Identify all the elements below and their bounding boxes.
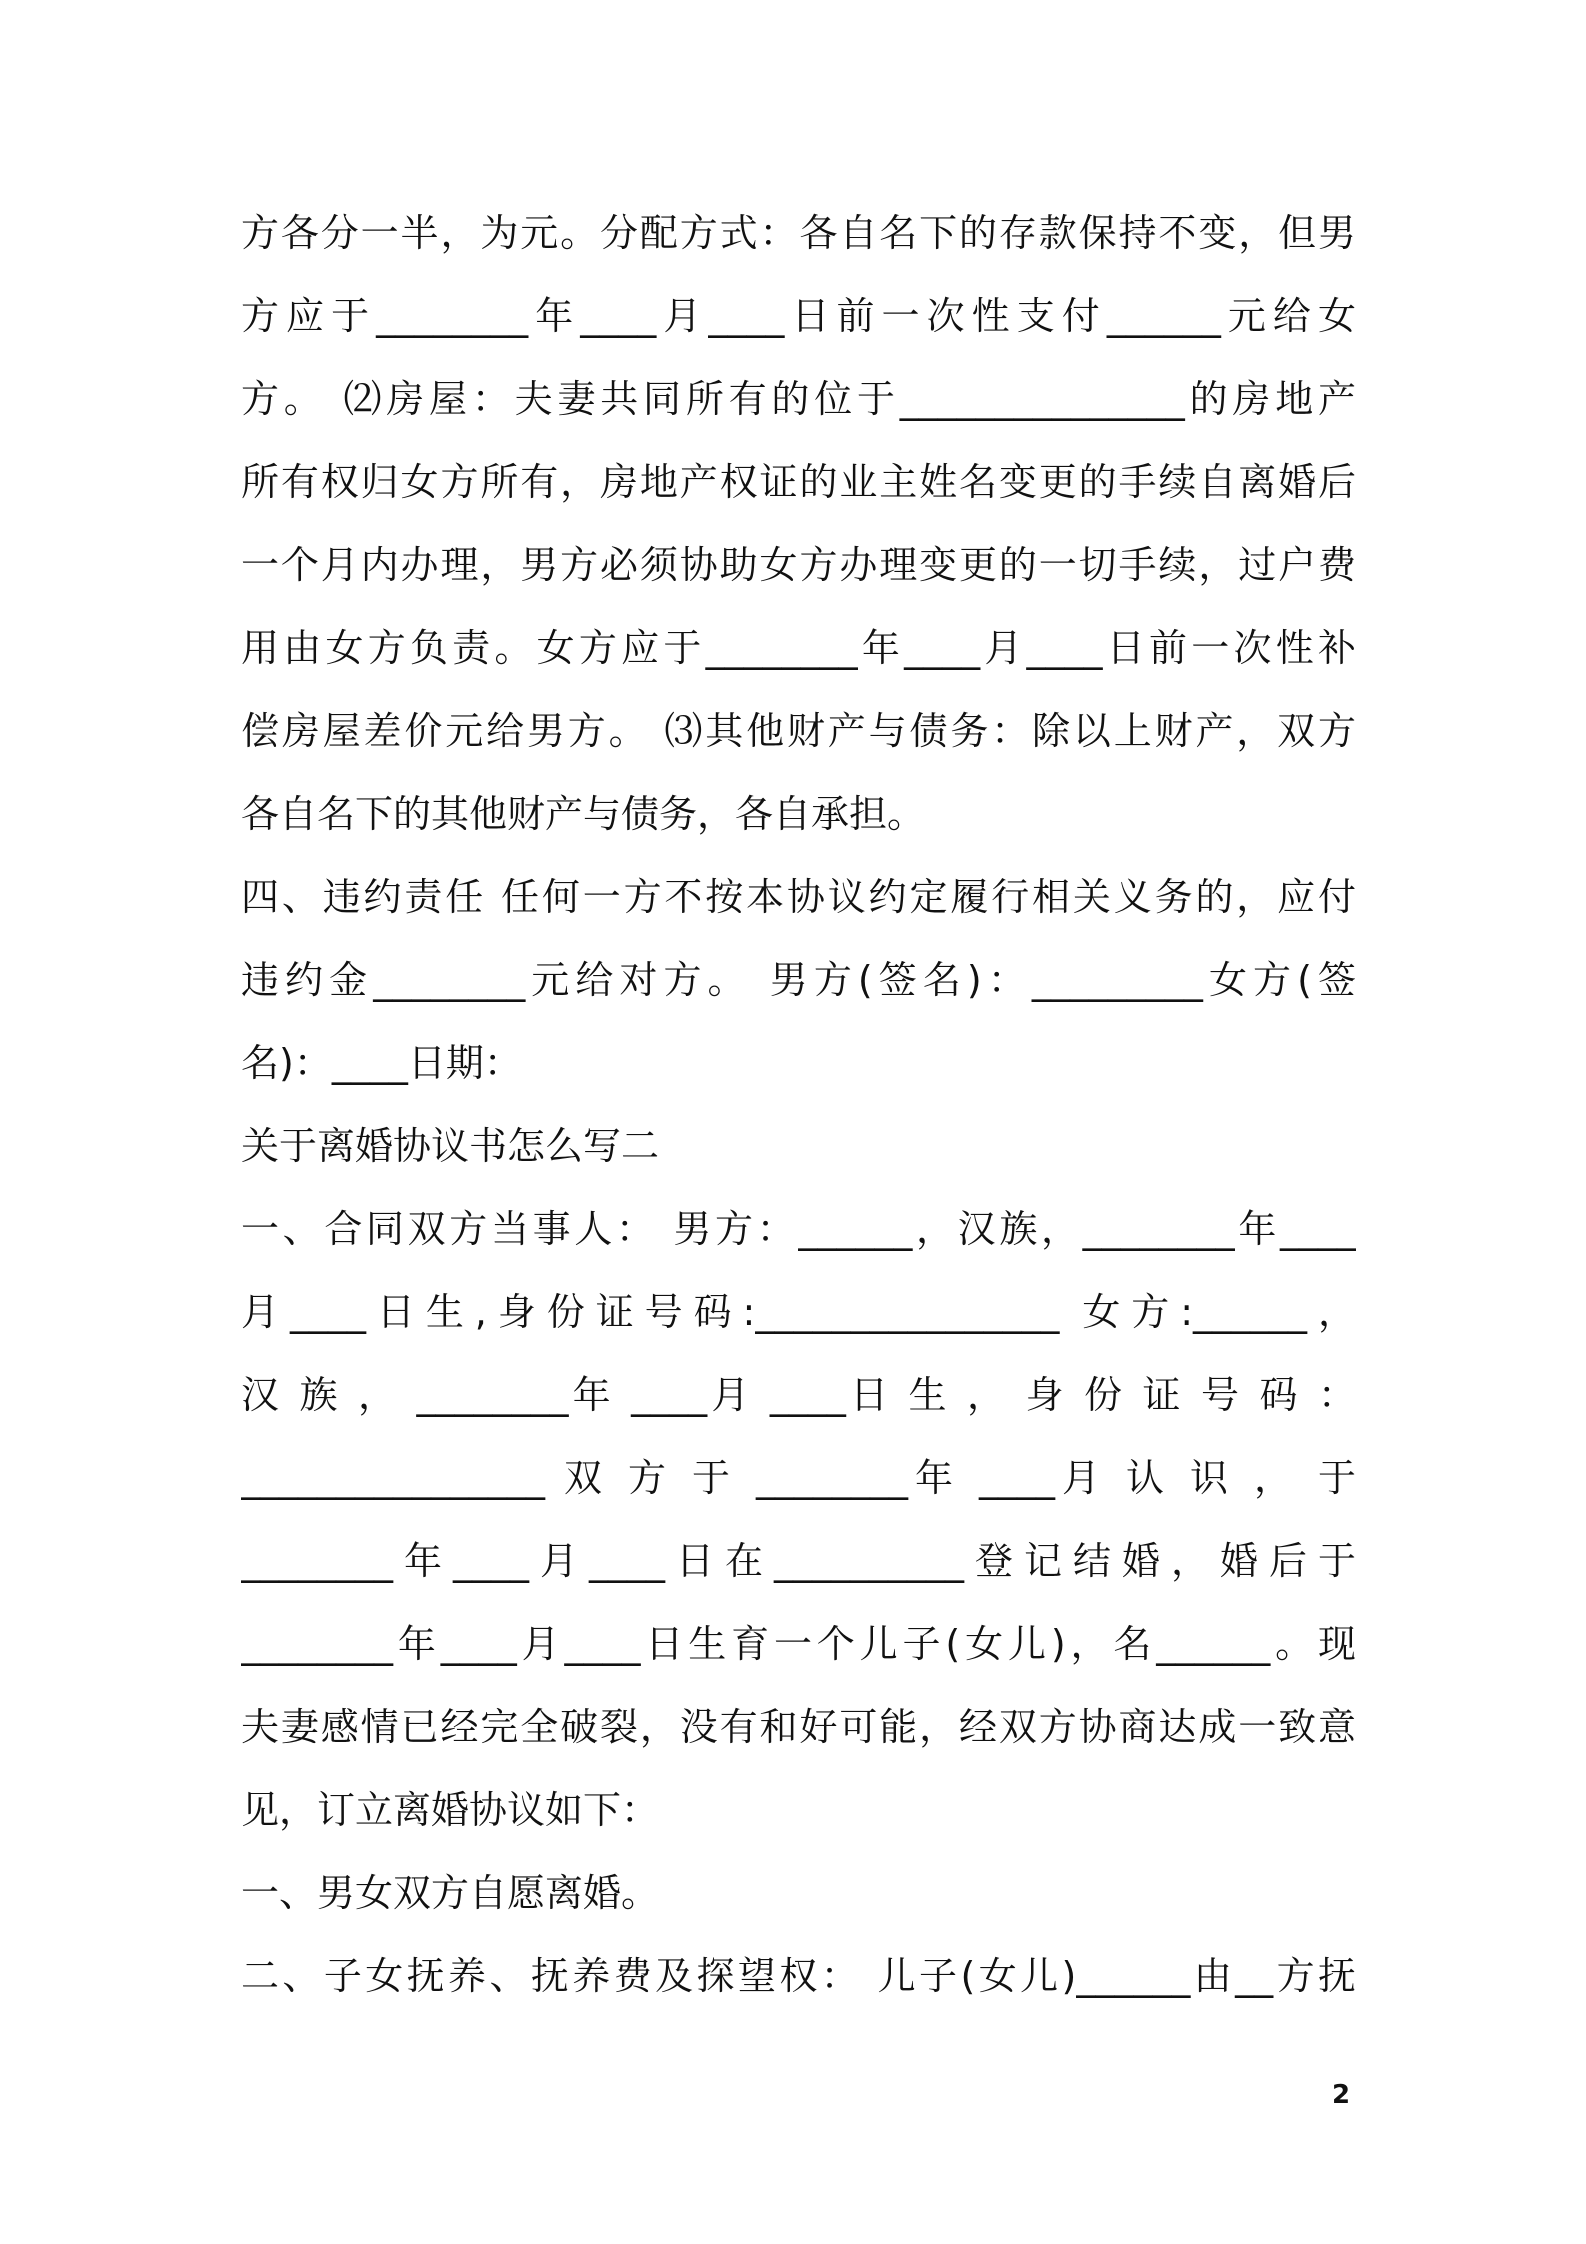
- page-number: 2: [1332, 2080, 1351, 2110]
- document-title: 关于离婚协议书怎么写二: [241, 1124, 660, 1168]
- text-line: ________年____月____日在__________登记结婚，婚后于: [241, 1539, 1356, 1583]
- signature-line: 违约金________元给对方。 男方(签名)：_________女方(签: [241, 958, 1356, 1002]
- text-line: 汉 族 ， ________年 ____月 ____日 生 ， 身 份 证 号 码 ：: [241, 1373, 1356, 1417]
- date-line: 名)：____日期：: [241, 1041, 522, 1085]
- text-line: 月____日生,身份证号码:________________ 女方:______，: [241, 1290, 1356, 1334]
- section-heading-line: 四、违约责任 任何一方不按本协议约定履行相关义务的，应付: [241, 875, 1356, 919]
- document-body: [241, 192, 1356, 2018]
- clause-line: 二、子女抚养、抚养费及探望权： 儿子(女儿)______由__方抚: [241, 1954, 1356, 1998]
- text-line: 所有权归女方所有，房地产权证的业主姓名变更的手续自离婚后: [241, 460, 1356, 504]
- clause-line: 一、男女双方自愿离婚。: [241, 1871, 660, 1915]
- text-line: 方。 ⑵房屋：夫妻共同所有的位于_______________的房地产: [241, 377, 1356, 421]
- text-line: 夫妻感情已经完全破裂，没有和好可能，经双方协商达成一致意: [241, 1705, 1356, 1749]
- text-line: 一个月内办理，男方必须协助女方办理变更的一切手续，过户费: [241, 543, 1356, 587]
- text-line: 方各分一半，为元。分配方式：各自名下的存款保持不变，但男: [241, 211, 1356, 255]
- text-line: 偿房屋差价元给男方。 ⑶其他财产与债务：除以上财产，双方: [241, 709, 1356, 753]
- text-line: ________年____月____日生育一个儿子(女儿)，名______。现: [241, 1622, 1356, 1666]
- text-line: ________________ 双 方 于 ________年 ____月 认 识 ， 于: [241, 1456, 1356, 1500]
- parties-line: 一、合同双方当事人： 男方：______，汉族，________年____: [241, 1207, 1356, 1251]
- text-line: 用由女方负责。女方应于________年____月____日前一次性补: [241, 626, 1356, 670]
- text-line: 见，订立离婚协议如下：: [241, 1788, 660, 1832]
- text-line: 方应于________年____月____日前一次性支付______元给女: [241, 294, 1356, 338]
- text-line: 各自名下的其他财产与债务，各自承担。: [241, 792, 926, 836]
